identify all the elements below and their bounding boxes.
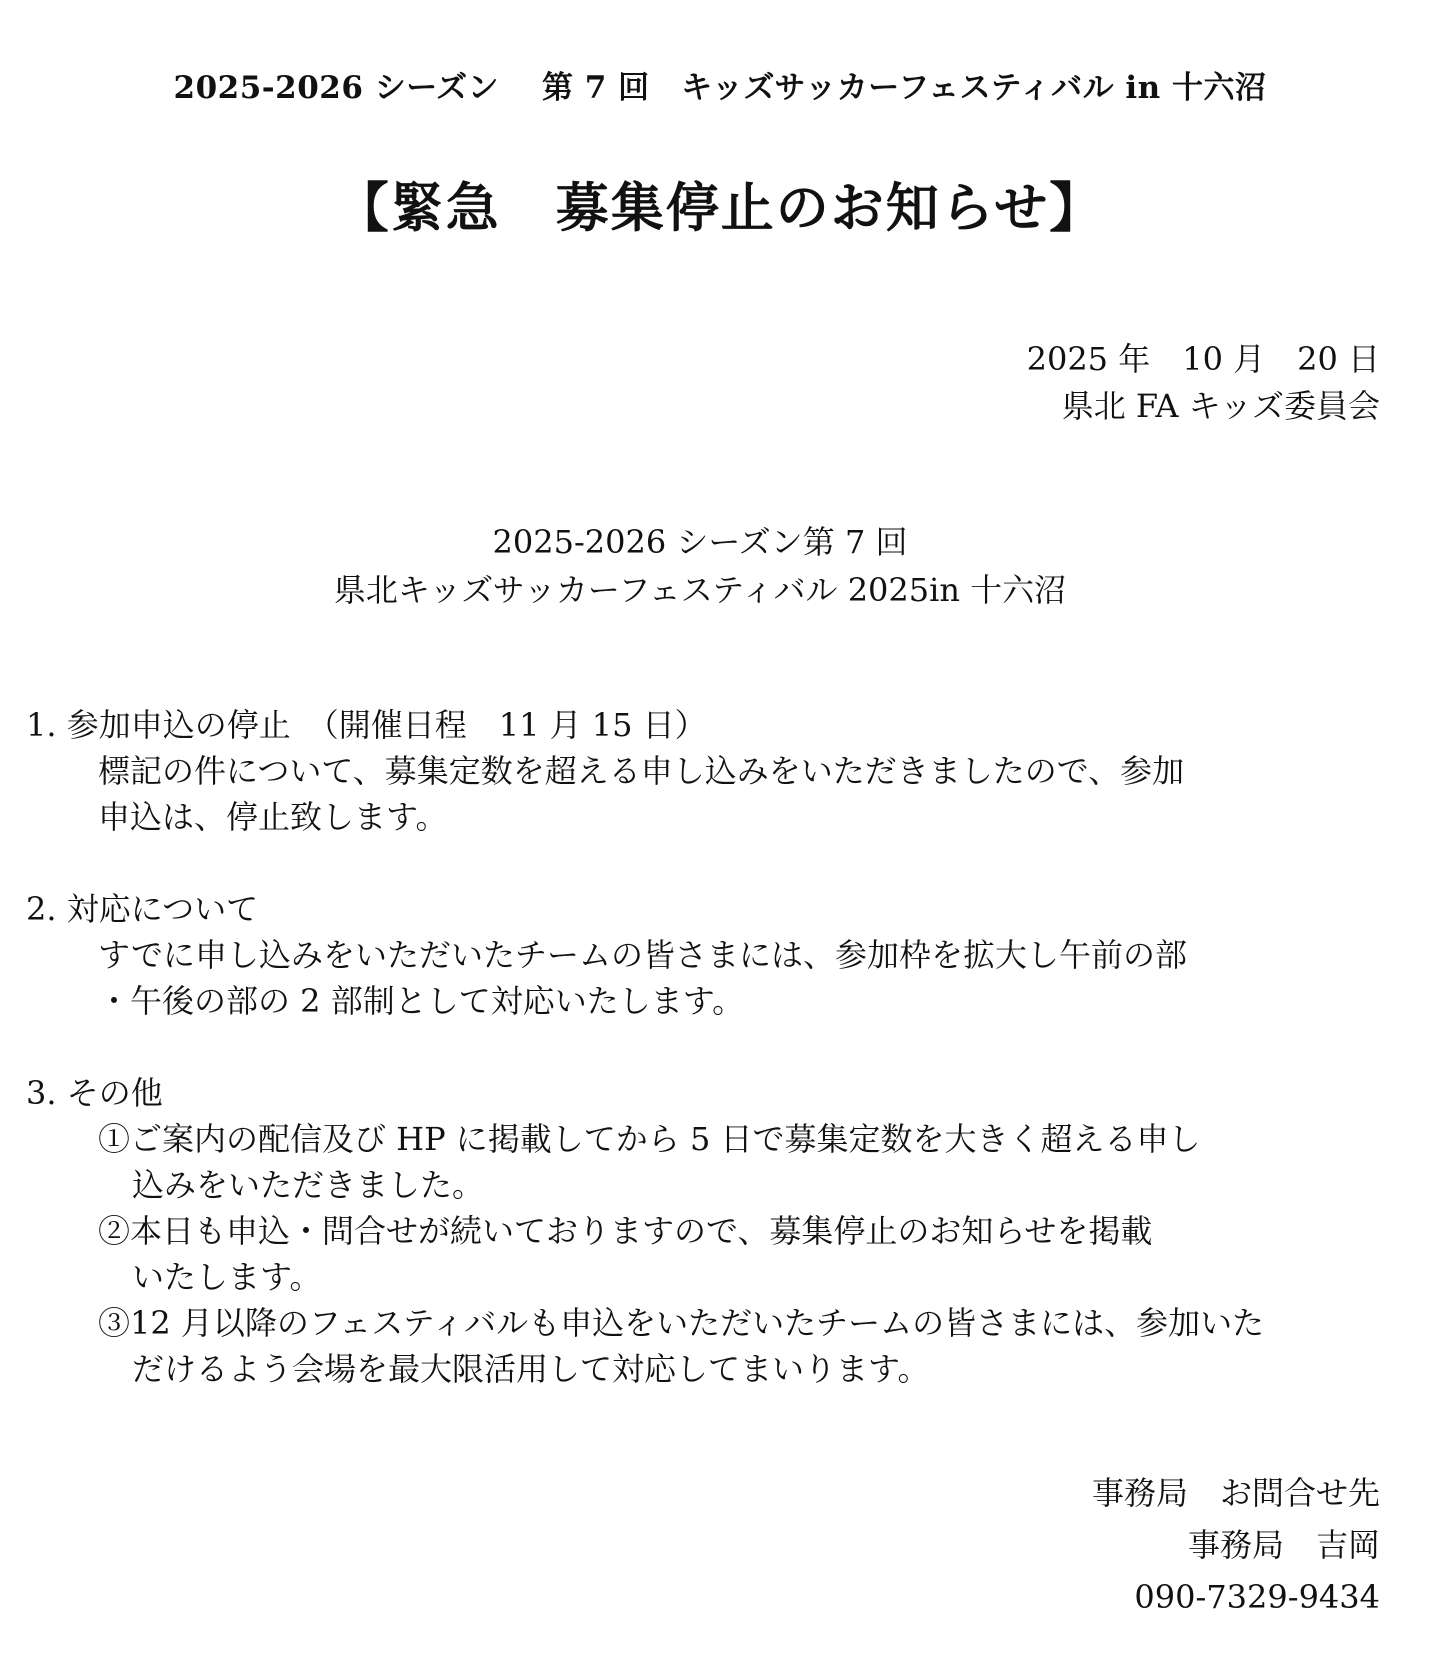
other-item-1 (26, 1116, 1264, 1208)
page-title: 【緊急 募集停止のお知らせ】 (335, 177, 1105, 239)
section-heading: 1. 参加申込の停止 （開催日程 11 月 15 日） (26, 706, 707, 744)
body-line: ・午後の部の 2 部制として対応いたします。 (98, 982, 745, 1020)
section-registration-stop (26, 702, 1264, 840)
issuing-organization: 県北 FA キッズ委員会 (1061, 387, 1380, 425)
list-item: ①ご案内の配信及び HP に掲載してから 5 日で募集定数を大きく超える申し (98, 1120, 1201, 1158)
section-heading: 3. その他 (26, 1074, 163, 1112)
event-header-line: 2025-2026 シーズン 第 7 回 キッズサッカーフェスティバル in 十六沼 (173, 70, 1267, 106)
section-response (26, 886, 1264, 1024)
notice-sections (26, 702, 1264, 1438)
issue-date: 2025 年 10 月 20 日 (1026, 340, 1380, 378)
body-line: 申込は、停止致します。 (98, 798, 448, 836)
issue-info (1027, 336, 1380, 430)
subtitle-season: 2025-2026 シーズン第 7 回 (492, 523, 908, 561)
list-item-continued: だけるよう会場を最大限活用して対応してまいります。 (132, 1350, 930, 1388)
list-item-continued: いたします。 (132, 1258, 322, 1296)
other-item-3 (26, 1300, 1264, 1392)
body-line: 標記の件について、募集定数を超える申し込みをいただきましたので、参加 (98, 752, 1185, 790)
contact-phone: 090-7329-9434 (1134, 1578, 1380, 1616)
contact-label: 事務局 お問合せ先 (1091, 1474, 1380, 1512)
list-item: ③12 月以降のフェスティバルも申込をいただいたチームの皆さまには、参加いた (98, 1304, 1265, 1342)
section-other (26, 1070, 1264, 1392)
list-item: ②本日も申込・問合せが続いておりますので、募集停止のお知らせを掲載 (98, 1212, 1153, 1250)
other-item-2 (26, 1208, 1264, 1300)
body-line: すでに申し込みをいただいたチームの皆さまには、参加枠を拡大し午前の部 (98, 936, 1187, 974)
section-body (26, 932, 1264, 1024)
subtitle-event-name: 県北キッズサッカーフェスティバル 2025in 十六沼 (333, 571, 1067, 609)
section-body (26, 748, 1264, 840)
contact-info (1092, 1467, 1380, 1623)
event-subtitle (0, 518, 1400, 614)
list-item-continued: 込みをいただきました。 (132, 1166, 485, 1204)
contact-person: 事務局 吉岡 (1187, 1526, 1380, 1564)
section-heading: 2. 対応について (26, 890, 259, 928)
